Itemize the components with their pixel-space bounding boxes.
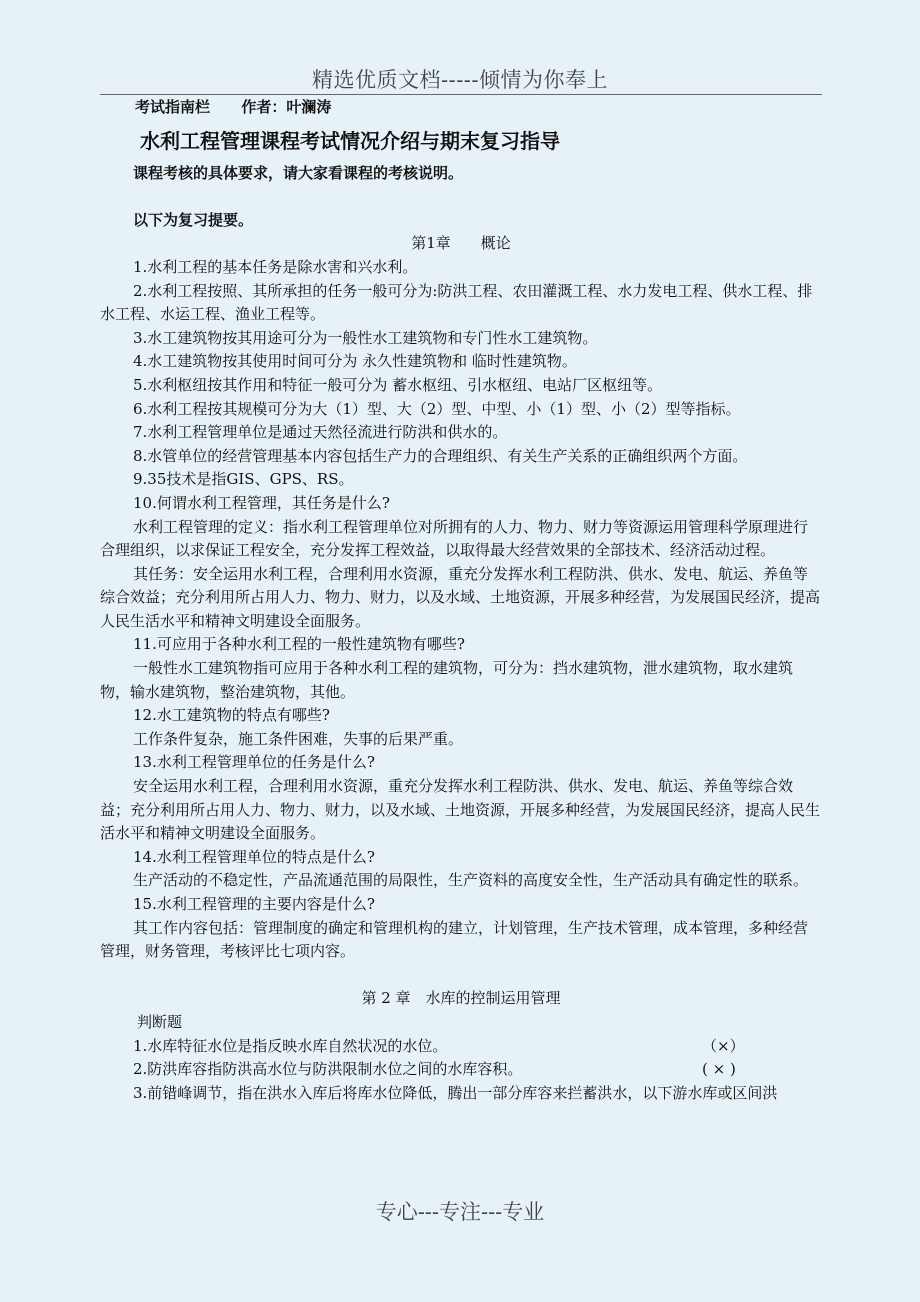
ch1-paragraph: 1.水利工程的基本任务是除水害和兴水利。	[133, 257, 418, 276]
ch1-paragraph: 6.水利工程按其规模可分为大（1）型、大（2）型、中型、小（1）型、小（2）型等指标。	[133, 399, 741, 418]
ch1-paragraph: 安全运用水利工程，合理利用水资源，重充分发挥水利工程防洪、供水、发电、航运、养鱼等综合效益；充分利用所占用人力、物力、财力，以及水域、土地资源，开展多种经营，为发展国民经济，提高人民生活水平和精神文明建设全面服务。	[100, 777, 821, 843]
ch1-paragraph: 15.水利工程管理的主要内容是什么?	[133, 895, 375, 913]
ch1-paragraph: 水利工程管理的定义：指水利工程管理单位对所拥有的人力、物力、财力等资源运用管理科学原理进行合理组织，以求保证工程安全，充分发挥工程效益，以取得最大经营效果的全部技术、经济活动过程。	[100, 517, 809, 560]
page-footer: 专心---专注---专业	[375, 1200, 545, 1224]
blank-line	[100, 964, 822, 988]
ch1-paragraph: 8.水管单位的经营管理基本内容包括生产力的合理组织、有关生产关系的正确组织两个方面。	[133, 446, 748, 465]
ch1-paragraph: 5.水利枢纽按其作用和特征一般可分为 蓄水枢纽、引水枢纽、电站厂区枢纽等。	[133, 375, 663, 394]
ch1-paragraph: 12.水工建筑物的特点有哪些?	[133, 706, 330, 725]
ch1-paragraph: 其任务：安全运用水利工程，合理利用水资源，重充分发挥水利工程防洪、供水、发电、航运、养鱼等综合效益；充分利用所占用人力、物力、财力，以及水域、土地资源，开展多种经营，为发展国民经济，提高人民生活水平和精神文明建设全面服务。	[100, 564, 821, 630]
chapter1-heading: 第1章 概论	[411, 234, 511, 253]
ch1-paragraph: 7.水利工程管理单位是通过天然径流进行防洪和供水的。	[133, 423, 508, 442]
header-rule	[100, 94, 822, 95]
document-title: 水利工程管理课程考试情况介绍与期末复习指导	[140, 128, 560, 153]
judge-item-mark: ( × )	[702, 1060, 736, 1079]
ch1-paragraph: 14.水利工程管理单位的特点是什么?	[133, 847, 375, 866]
ch1-paragraph: 其工作内容包括：管理制度的确定和管理机构的建立，计划管理，生产技术管理，成本管理，多种经营管理，财务管理，考核评比七项内容。	[100, 918, 809, 961]
ch1-paragraph: 13.水利工程管理单位的任务是什么?	[133, 753, 375, 772]
judge-item-mark: （×）	[702, 1036, 745, 1055]
ch1-paragraph: 一般性水工建筑物指可应用于各种水利工程的建筑物，可分为：挡水建筑物，泄水建筑物，取水建筑物，输水建筑物，整治建筑物，其他。	[100, 659, 794, 701]
intro-text: 课程考核的具体要求，请大家看课程的考核说明。	[133, 163, 464, 182]
judge-item-text: 2.防洪库容指防洪高水位与防洪限制水位之间的水库容积。	[133, 1060, 523, 1079]
page-header: 精选优质文档-----倾情为你奉上	[312, 68, 608, 92]
judge-item	[100, 1058, 822, 1082]
ch1-paragraph: 3.水工建筑物按其用途可分为一般性水工建筑物和专门性水工建筑物。	[133, 328, 598, 347]
ch1-paragraph: 工作条件复杂，施工条件困难，失事的后果严重。	[133, 729, 464, 748]
document-body	[100, 96, 822, 1105]
judge-item-text: 3.前错峰调节，指在洪水入库后将库水位降低，腾出一部分库容来拦蓄洪水，以下游水库或区间洪	[133, 1083, 778, 1102]
judge-item-text: 1.水库特征水位是指反映水库自然状况的水位。	[133, 1036, 448, 1055]
ch1-paragraph: 9.35技术是指GIS、GPS、RS。	[133, 470, 354, 489]
review-intro: 以下为复习提要。	[133, 210, 254, 229]
chapter2-heading: 第 2 章 水库的控制运用管理	[361, 989, 561, 1008]
blank-line	[100, 185, 822, 209]
ch1-paragraph: 生产活动的不稳定性，产品流通范围的局限性，生产资料的高度安全性，生产活动具有确定性的联系。	[133, 871, 809, 890]
section-heading: 判断题	[137, 1012, 183, 1031]
ch1-paragraph: 2.水利工程按照、其所承担的任务一般可分为:防洪工程、农田灌溉工程、水力发电工程、供水工程、排水工程、水运工程、渔业工程等。	[100, 281, 813, 324]
judge-item	[100, 1035, 822, 1059]
ch1-paragraph: 4.水工建筑物按其使用时间可分为 永久性建筑物和 临时性建筑物。	[133, 352, 577, 371]
byline	[100, 96, 822, 120]
ch1-paragraph: 11.可应用于各种水利工程的一般性建筑物有哪些?	[133, 635, 465, 654]
byline-author: 作者：叶澜涛	[241, 98, 332, 116]
ch1-paragraph: 10.何谓水利工程管理，其任务是什么?	[133, 493, 390, 512]
byline-column: 考试指南栏	[135, 98, 211, 116]
